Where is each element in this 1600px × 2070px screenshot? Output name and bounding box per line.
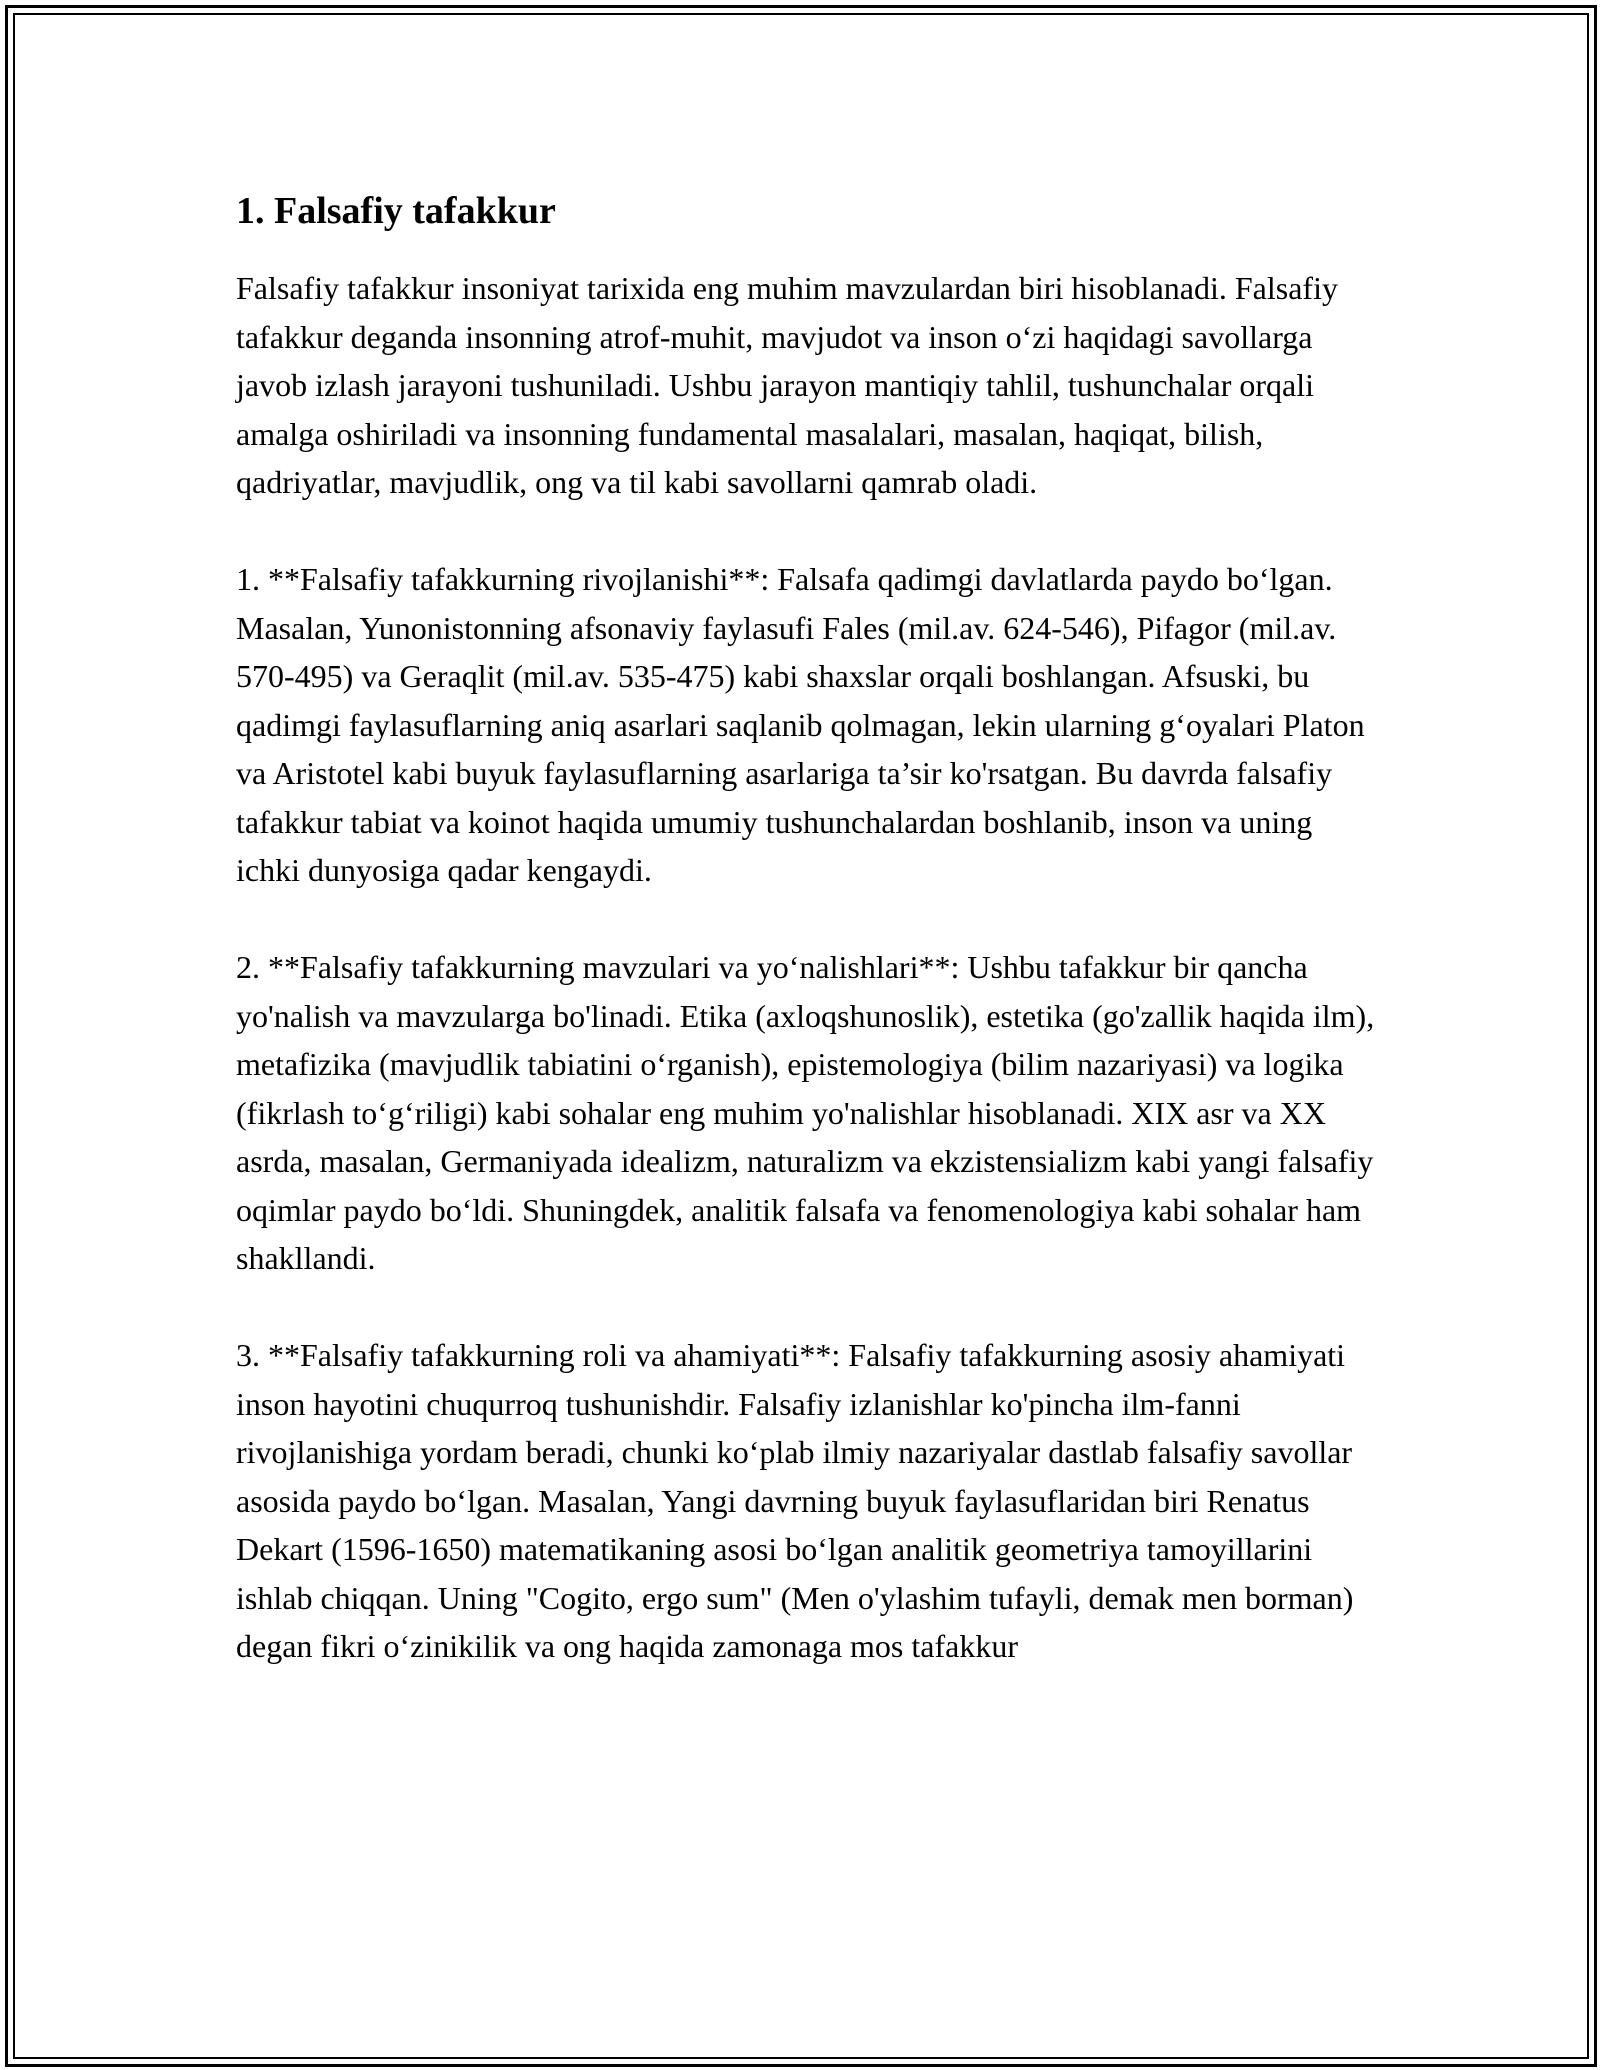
paragraph-role: 3. **Falsafiy tafakkurning roli va ahamiyati**: Falsafiy tafakkurning asosiy ahamiyati inson hayotini chuqurroq tushunishdir. Falsafiy izlanishlar ko'pincha ilm-fanni rivojlanishiga yordam beradi, chunki ko‘plab ilmiy nazariyalar dastlab falsafiy savollar asosida paydo bo‘lgan. Masalan, Yangi davrning buyuk faylasuflaridan biri Renatus Dekart (1596-1650) matematikaning asosi bo‘lgan analitik geometriya tamoyillarini ishlab chiqqan. Uning "Cogito, ergo sum" (Men o'ylashim tufayli, demak men borman) degan fikri o‘zinikilik va ong haqida zamonaga mos tafakkur <box>236 1337 1354 1664</box>
section-title: 1. Falsafiy tafakkur <box>236 190 556 232</box>
paragraph-topics: 2. **Falsafiy tafakkurning mavzulari va yo‘nalishlari**: Ushbu tafakkur bir qancha yo'nalish va mavzularga bo'linadi. Etika (axloqshunoslik), estetika (go'zallik haqida ilm), metafizika (mavjudlik tabiatini o‘rganish), epistemologiya (bilim nazariyasi) va logika (fikrlash to‘g‘riligi) kabi sohalar eng muhim yo'nalishlar hisoblanadi. XIX asr va XX asrda, masalan, Germaniyada idealizm, naturalizm va ekzistensializm kabi yangi falsafiy oqimlar paydo bo‘ldi. Shuningdek, analitik falsafa va fenomenologiya kabi sohalar ham shakllandi. <box>236 949 1375 1276</box>
document-body <box>236 186 1376 1719</box>
paragraph-development: 1. **Falsafiy tafakkurning rivojlanishi**: Falsafa qadimgi davlatlarda paydo bo‘lgan. Masalan, Yunonistonning afsonaviy faylasufi Fales (mil.av. 624-546), Pifagor (mil.av. 570-495) va Geraqlit (mil.av. 535-475) kabi shaxslar orqali boshlangan. Afsuski, bu qadimgi faylasuflarning aniq asarlari saqlanib qolmagan, lekin ularning g‘oyalari Platon va Aristotel kabi buyuk faylasuflarning asarlariga ta’sir ko'rsatgan. Bu davrda falsafiy tafakkur tabiat va koinot haqida umumiy tushunchalardan boshlanib, inson va uning ichki dunyosiga qadar kengaydi. <box>236 561 1365 888</box>
intro-paragraph: Falsafiy tafakkur insoniyat tarixida eng muhim mavzulardan biri hisoblanadi. Falsafiy tafakkur deganda insonning atrof-muhit, mavjudot va inson o‘zi haqidagi savollarga javob izlash jarayoni tushuniladi. Ushbu jarayon mantiqiy tahlil, tushunchalar orqali amalga oshiriladi va insonning fundamental masalalari, masalan, haqiqat, bilish, qadriyatlar, mavjudlik, ong va til kabi savollarni qamrab oladi. <box>236 270 1338 500</box>
